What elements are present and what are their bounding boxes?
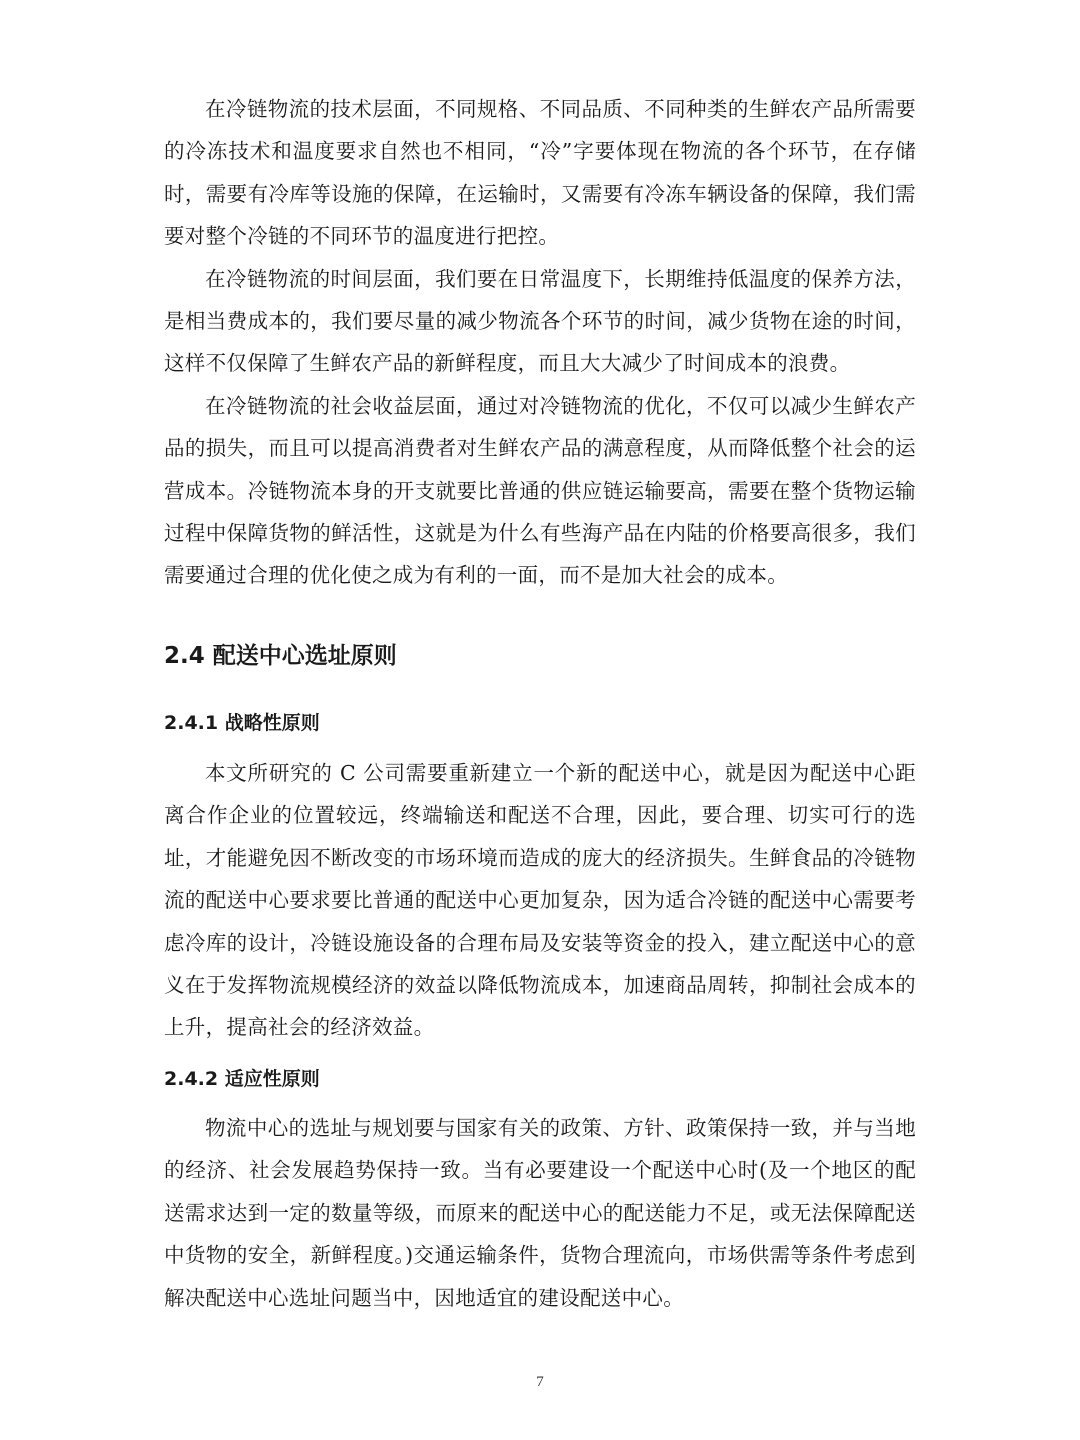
adaptive-section-body [164,1107,916,1319]
section-heading: 2.4 配送中心选址原则 [164,643,397,669]
page-number: 7 [536,1374,544,1390]
paragraph-social-level: 在冷链物流的社会收益层面，通过对冷链物流的优化，不仅可以减少生鲜农产品的损失，而且可以提高消费者对生鲜农产品的满意程度，从而降低整个社会的运营成本。冷链物流本身的开支就要比普通的供应链运输要高，需要在整个货物运输过程中保障货物的鲜活性，这就是为什么有些海产品在内陆的价格要高很多，我们需要通过合理的优化使之成为有利的一面，而不是加大社会的成本。 [164,393,916,588]
subsection-heading-strategic: 2.4.1 战略性原则 [164,712,320,734]
strategic-section-body [164,752,916,1049]
paragraph-adaptive-principle: 物流中心的选址与规划要与国家有关的政策、方针、政策保持一致，并与当地的经济、社会发展趋势保持一致。当有必要建设一个配送中心时(及一个地区的配送需求达到一定的数量等级，而原来的配送中心的配送能力不足，或无法保障配送中货物的安全，新鲜程度。)交通运输条件，货物合理流向，市场供需等条件考虑到解决配送中心选址问题当中，因地适宜的建设配送中心。 [164,1116,916,1310]
paragraph-time-level: 在冷链物流的时间层面，我们要在日常温度下，长期维持低温度的保养方法，是相当费成本的，我们要尽量的减少物流各个环节的时间，减少货物在途的时间，这样不仅保障了生鲜农产品的新鲜程度，而且大大减少了时间成本的浪费。 [164,266,916,376]
intro-paragraphs [164,88,916,597]
paragraph-technical-level: 在冷链物流的技术层面，不同规格、不同品质、不同种类的生鲜农产品所需要的冷冻技术和温度要求自然也不相同，“冷”字要体现在物流的各个环节，在存储时，需要有冷库等设施的保障，在运输时，又需要有冷冻车辆设备的保障，我们需要对整个冷链的不同环节的温度进行把控。 [164,97,916,249]
paragraph-strategic-principle: 本文所研究的 C 公司需要重新建立一个新的配送中心，就是因为配送中心距离合作企业的位置较远，终端输送和配送不合理，因此，要合理、切实可行的选址，才能避免因不断改变的市场环境而造成的庞大的经济损失。生鲜食品的冷链物流的配送中心要求要比普通的配送中心更加复杂，因为适合冷链的配送中心需要考虑冷库的设计，冷链设施设备的合理布局及安装等资金的投入，建立配送中心的意义在于发挥物流规模经济的效益以降低物流成本，加速商品周转，抑制社会成本的上升，提高社会的经济效益。 [164,761,916,1040]
subsection-heading-adaptive: 2.4.2 适应性原则 [164,1068,320,1090]
